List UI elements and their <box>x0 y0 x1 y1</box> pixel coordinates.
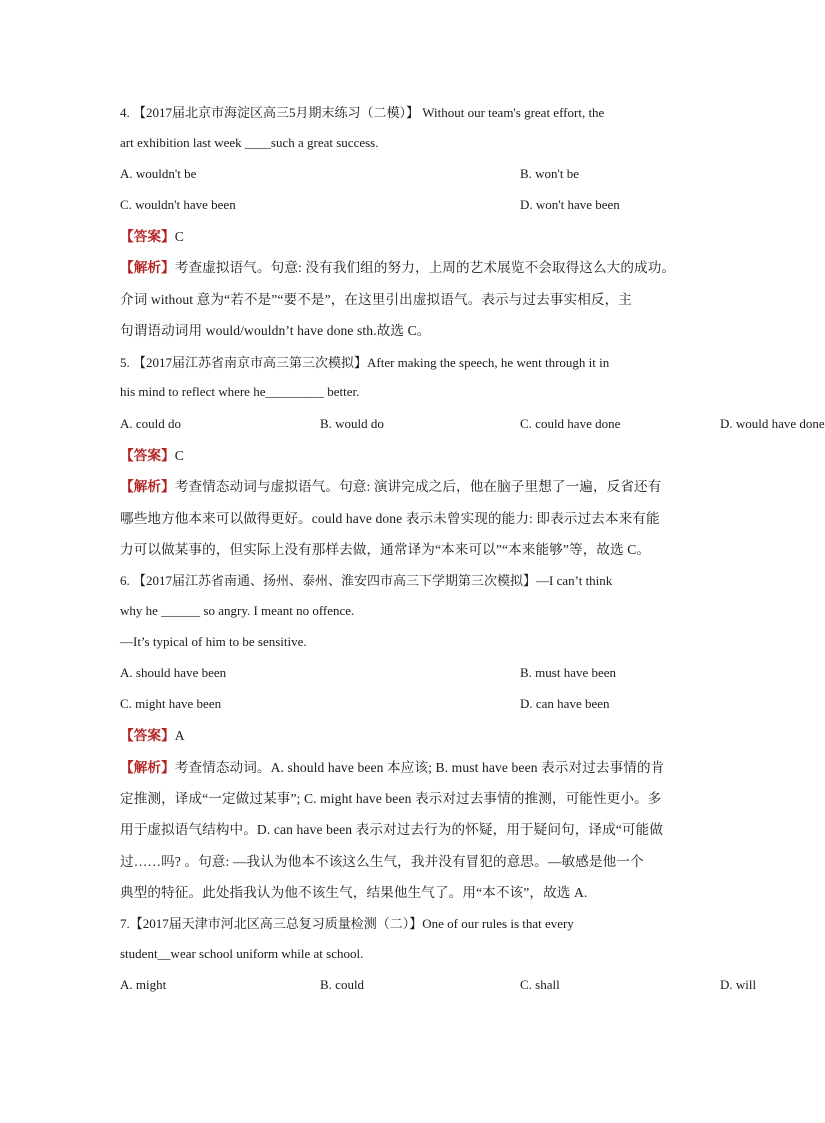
question-6-line-1: 6. 【2017届江苏省南通、扬州、泰州、淮安四市高三下学期第三次模拟】—I can’t think <box>120 573 613 588</box>
q6-analysis-line-3: 用于虚拟语气结构中。D. can have been 表示对过去行为的怀疑，用于疑问句，译成“可能做 <box>120 822 664 837</box>
q6-option-a: A. should have been <box>120 665 227 680</box>
q5-option-c: C. could have done <box>520 416 621 431</box>
q4-option-c: C. wouldn't have been <box>120 197 236 212</box>
analysis-tag: 【解析】 <box>120 760 175 775</box>
q6-analysis-line-4: 过……吗? 。句意: —我认为他本不该这么生气，我并没有冒犯的意思。—敏感是他一个 <box>120 854 644 869</box>
question-4-line-1: 4. 【2017届北京市海淀区高三5月期末练习（二模）】 Without our team's great effort, the <box>120 105 605 120</box>
q6-answer <box>120 726 185 746</box>
question-5-line-1: 5. 【2017届江苏省南京市高三第三次模拟】After making the speech, he went through it in <box>120 355 610 370</box>
q6-option-b: B. must have been <box>520 665 617 680</box>
q4-analysis-line-3: 句谓语动词用 would/wouldn’t have done sth.故选 C。 <box>120 323 431 338</box>
answer-tag: 【答案】 <box>120 448 175 463</box>
answer-value: C <box>174 448 184 463</box>
answer-value: A <box>174 728 185 743</box>
q6-analysis-line-5: 典型的特征。此处指我认为他不该生气，结果他生气了。用“本不该”，故选 A. <box>120 885 588 900</box>
q5-option-b: B. would do <box>320 416 384 431</box>
analysis-tag: 【解析】 <box>120 479 175 494</box>
q5-analysis-line-3: 力可以做某事的，但实际上没有那样去做，通常译为“本来可以”“本来能够”等，故选 C。 <box>120 542 651 557</box>
q4-option-b: B. won't be <box>520 166 580 181</box>
answer-value: C <box>174 229 184 244</box>
q7-option-d: D. will <box>720 977 757 992</box>
q5-answer <box>120 446 184 466</box>
q6-option-c: C. might have been <box>120 696 222 711</box>
q6-analysis-line-1: 【解析】考查情态动词。A. should have been 本应该; B. must have been 表示对过去事情的肯 <box>120 760 665 775</box>
q4-analysis-line-1: 【解析】考查虚拟语气。句意: 没有我们组的努力，上周的艺术展览不会取得这么大的成功。 <box>120 260 676 275</box>
answer-tag: 【答案】 <box>120 229 175 244</box>
q4-answer <box>120 227 184 247</box>
q5-analysis-line-1: 【解析】考查情态动词与虚拟语气。句意: 演讲完成之后，他在脑子里想了一遍，反省还有 <box>120 479 662 494</box>
question-5-line-2: his mind to reflect where he_________ better. <box>120 384 360 399</box>
question-7-line-2: student__wear school uniform while at school. <box>120 946 364 961</box>
q5-option-a: A. could do <box>120 416 182 431</box>
q7-option-a: A. might <box>120 977 167 992</box>
q6-analysis-line-2: 定推测，译成“一定做过某事”; C. might have been 表示对过去事情的推测，可能性更小。多 <box>120 791 662 806</box>
q4-option-a: A. wouldn't be <box>120 166 197 181</box>
question-6-line-3: —It’s typical of him to be sensitive. <box>120 634 307 649</box>
q5-option-d: D. would have done <box>720 416 825 431</box>
question-7-line-1: 7.【2017届天津市河北区高三总复习质量检测（二）】One of our rules is that every <box>120 916 574 931</box>
question-6-line-2: why he ______ so angry. I meant no offence. <box>120 603 355 618</box>
q4-analysis-line-2: 介词 without 意为“若不是”“要不是”，在这里引出虚拟语气。表示与过去事实相反，主 <box>120 292 632 307</box>
q7-option-c: C. shall <box>520 977 560 992</box>
q4-option-d: D. won't have been <box>520 197 620 212</box>
question-4-line-2: art exhibition last week ____such a great success. <box>120 135 379 150</box>
answer-tag: 【答案】 <box>120 728 175 743</box>
q7-option-b: B. could <box>320 977 365 992</box>
q5-analysis-line-2: 哪些地方他本来可以做得更好。could have done 表示未曾实现的能力: 即表示过去本来有能 <box>120 511 660 526</box>
analysis-tag: 【解析】 <box>120 260 175 275</box>
q6-option-d: D. can have been <box>520 696 610 711</box>
